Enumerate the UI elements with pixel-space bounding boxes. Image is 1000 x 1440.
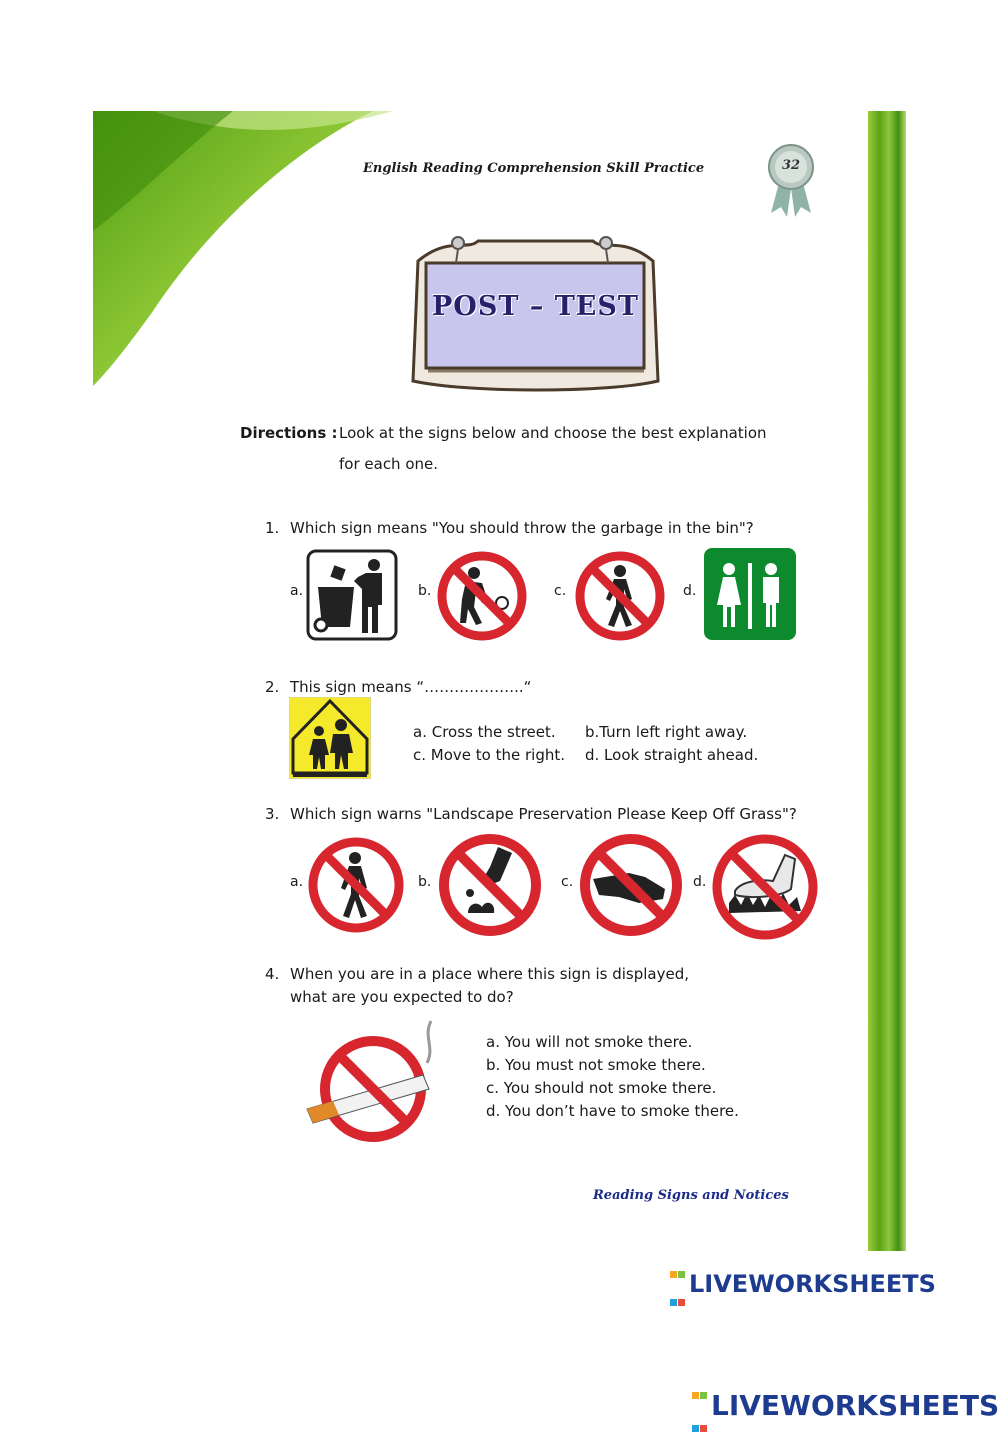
watermark-text-inner: LIVEWORKSHEETS <box>689 1270 936 1298</box>
question-4-text-line2: what are you expected to do? <box>290 988 514 1006</box>
no-picking-flowers-sign-icon[interactable] <box>438 833 542 937</box>
no-smoking-sign-icon <box>303 1017 433 1147</box>
liveworksheets-watermark-inner <box>670 1257 936 1313</box>
post-test-banner <box>408 221 663 396</box>
banner-text: POST – TEST <box>432 291 639 322</box>
page-number-badge <box>761 143 821 218</box>
q1-option-b[interactable]: b. <box>418 583 432 599</box>
q3-option-a[interactable]: a. <box>290 874 304 890</box>
no-touching-sign-icon[interactable] <box>579 833 683 937</box>
q2-option-a[interactable]: a. Cross the street. <box>413 723 556 741</box>
q3-option-d[interactable]: d. <box>693 874 707 890</box>
q1-option-d[interactable]: d. <box>683 583 697 599</box>
q2-option-d[interactable]: d. Look straight ahead. <box>585 746 759 764</box>
no-walking-sign-icon[interactable] <box>307 836 405 934</box>
directions-text-line1: Look at the signs below and choose the best explanation <box>339 424 767 442</box>
q3-option-c[interactable]: c. <box>561 874 574 890</box>
liveworksheets-logo-icon <box>692 1374 708 1440</box>
q2-option-c[interactable]: c. Move to the right. <box>413 746 565 764</box>
q4-option-d[interactable]: d. You don’t have to smoke there. <box>486 1102 739 1120</box>
watermark-text-outer: LIVEWORKSHEETS <box>711 1389 1000 1422</box>
q2-option-b[interactable]: b.Turn left right away. <box>585 723 748 741</box>
question-1-number: 1. <box>265 519 280 537</box>
header-title: English Reading Comprehension Skill Practice <box>363 161 705 176</box>
no-littering-sign-icon[interactable] <box>436 551 528 641</box>
question-4-text-line1: When you are in a place where this sign is displayed, <box>290 965 690 983</box>
trash-bin-sign-icon[interactable] <box>306 549 398 641</box>
worksheet-page <box>93 111 906 1251</box>
liveworksheets-watermark-outer <box>692 1374 999 1440</box>
question-1-text: Which sign means "You should throw the garbage in the bin"? <box>290 519 754 537</box>
school-crossing-sign-icon <box>289 697 371 779</box>
question-3-text: Which sign warns "Landscape Preservation Please Keep Off Grass"? <box>290 805 797 823</box>
keep-off-grass-sign-icon[interactable] <box>711 833 819 941</box>
q4-option-c[interactable]: c. You should not smoke there. <box>486 1079 717 1097</box>
ribbon-badge-icon <box>761 143 821 218</box>
q4-option-b[interactable]: b. You must not smoke there. <box>486 1056 706 1074</box>
restroom-sign-icon[interactable] <box>703 547 797 641</box>
directions-label: Directions : <box>240 424 338 442</box>
no-pedestrian-sign-icon[interactable] <box>574 551 666 641</box>
q3-option-b[interactable]: b. <box>418 874 432 890</box>
footer-title: Reading Signs and Notices <box>593 1188 789 1203</box>
liveworksheets-logo-icon <box>670 1257 686 1313</box>
page-number: 32 <box>781 158 801 173</box>
question-2-number: 2. <box>265 678 280 696</box>
question-3-number: 3. <box>265 805 280 823</box>
q4-option-a[interactable]: a. You will not smoke there. <box>486 1033 693 1051</box>
q1-option-a[interactable]: a. <box>290 583 304 599</box>
directions-text-line2: for each one. <box>339 455 439 473</box>
question-4-number: 4. <box>265 965 280 983</box>
q1-option-c[interactable]: c. <box>554 583 567 599</box>
question-2-text: This sign means “………………..“ <box>290 678 532 696</box>
green-side-bar <box>868 111 906 1251</box>
